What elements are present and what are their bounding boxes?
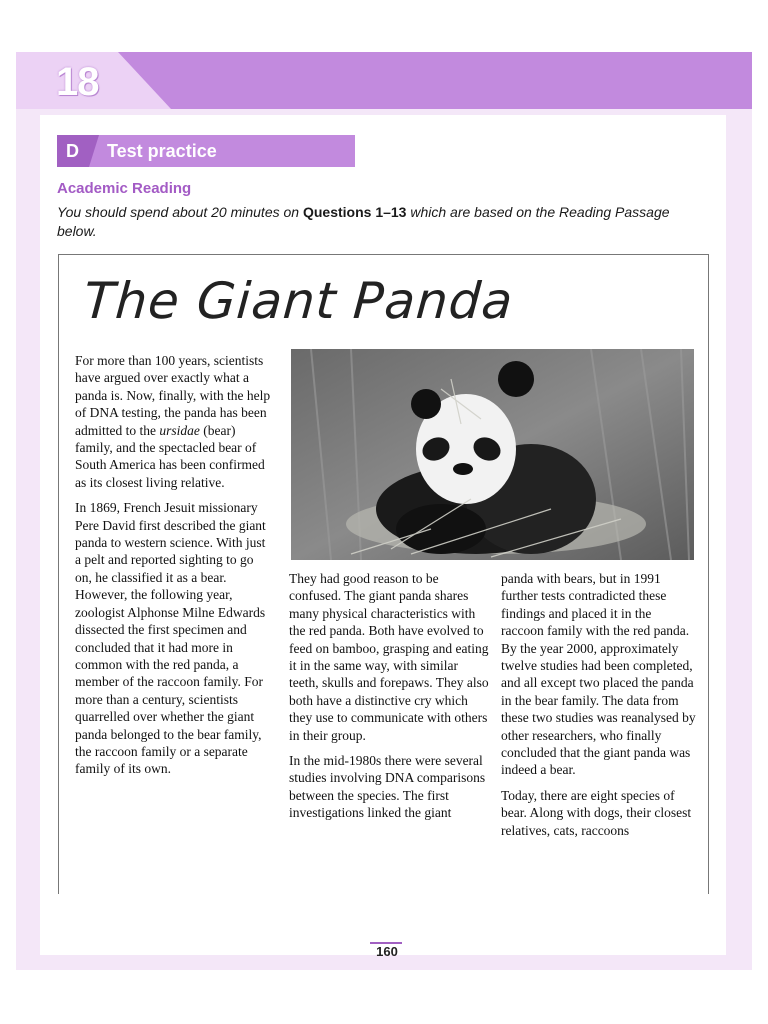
- passage-column-1: [75, 352, 273, 786]
- paragraph-text: For more than 100 years, scientists have argued over exactly what a panda is. Now, finally, with the help of DNA testing, the panda has been admitted to the: [75, 353, 271, 438]
- passage-paragraph: In the mid-1980s there were several studies involving DNA comparisons between the species. The first investigations linked the giant: [289, 753, 486, 821]
- passage-column-3: [501, 570, 697, 847]
- paragraph-italic-term: ursidae: [159, 422, 200, 438]
- paragraph-text: (bear) family, and the spectacled bear of South America has been confirmed as its closest living relative.: [75, 422, 265, 490]
- instructions-text-start: You should spend about 20 minutes on: [57, 204, 303, 220]
- side-strip: [726, 115, 752, 970]
- passage-paragraph: [75, 352, 273, 491]
- page-number: 160: [376, 944, 398, 959]
- subheading: Academic Reading: [57, 180, 192, 197]
- instructions-questions: Questions 1–13: [302, 204, 407, 220]
- section-letter: D: [66, 141, 79, 161]
- panda-photo: [291, 349, 694, 560]
- panda-image: [291, 349, 694, 560]
- passage-title: The Giant Panda: [81, 272, 516, 330]
- passage-paragraph: They had good reason to be confused. The giant panda shares many physical characteristics with the red panda. Both have evolved to feed on bamboo, grasping and eating it in the same way, with similar teeth, skulls and forepaws. They also both have a distinctive cry which they use to communicate with others in their group.: [289, 571, 489, 743]
- section-title: Test practice: [107, 141, 217, 161]
- instructions-text-end: which are based on the Reading Passage below.: [57, 204, 670, 239]
- passage-column-2: [289, 570, 489, 830]
- unit-number: 18: [56, 60, 99, 104]
- passage-paragraph: Today, there are eight species of bear. Along with dogs, their closest relatives, cats, raccoons: [501, 787, 692, 838]
- passage-paragraph: In 1869, French Jesuit missionary Pere David first described the giant panda to western science. With just a pelt and reported sighting to go on, he classified it as a bear. However, the following year, zoologist Alphonse Milne Edwards dissected the first specimen and concluded that it had more in common with the red panda, a member of the raccoon family. For more than a century, scientists quarrelled over whether the giant panda belonged to the bear family, the raccoon family or a separate family of its own.: [75, 500, 266, 777]
- instructions: [57, 203, 707, 241]
- passage-paragraph: panda with bears, but in 1991 further tests contradicted these findings and placed it in the raccoon family with the red panda. By the year 2000, approximately twelve studies had been completed, and all except two placed the panda in the bear family. The data from these two studies was reanalysed by other researchers, who finally concluded that the giant panda was indeed a bear.: [501, 571, 696, 778]
